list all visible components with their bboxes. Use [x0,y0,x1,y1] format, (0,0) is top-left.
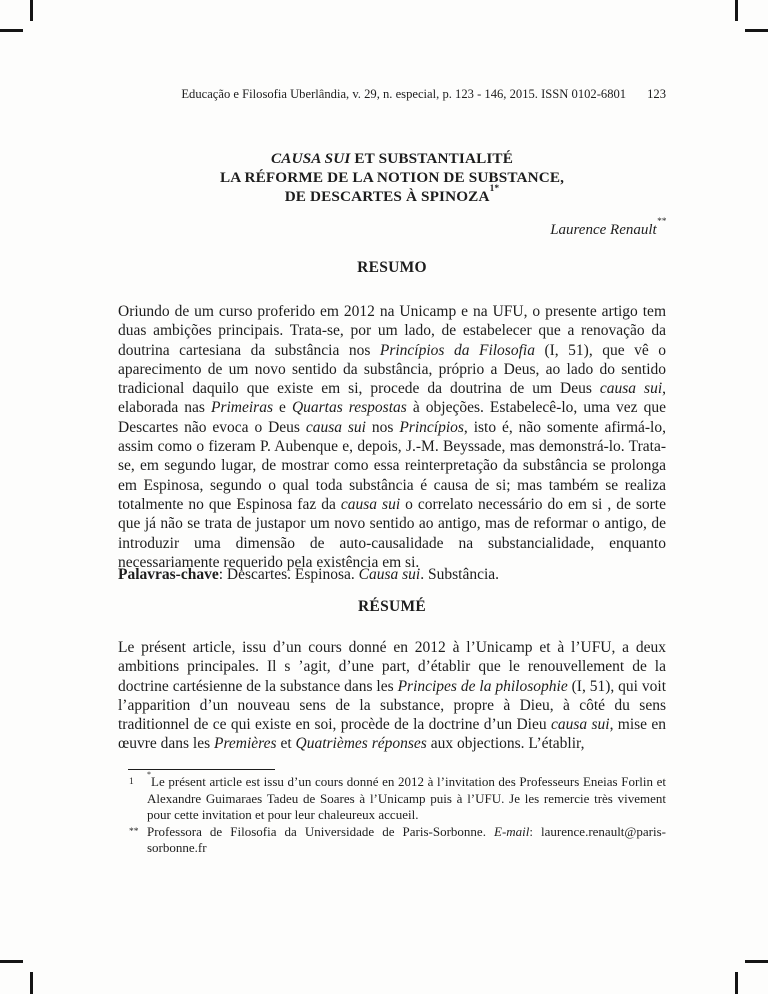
crop-mark-bottom-left-horizontal [0,960,23,963]
resume-heading: RÉSUMÉ [357,598,427,615]
keywords-line: Palavras-chave: Descartes. Espinosa. Causa sui. Substância. [118,566,500,583]
crop-mark-bottom-right-horizontal [745,960,768,963]
crop-mark-top-left-vertical [30,0,33,21]
article-title-line-3: DE DESCARTES À $SPINOZA^{1*}$ [284,183,500,205]
article-page [118,0,666,994]
resumo-abstract: Oriundo de um curso proferido em 2012 na Unicamp e na UFU, o presente artigo tem duas ambições principais. Trata-se, por um lado, de estabelecer que a renovação da doutrina cartesiana da substância nos Princípios da Filosofia (I, 51), que vê o aparecimento de um novo sentido da substância, próprio a Deus, ao lado do sentido tradicional daquilo que existe em si, procede da doutrina de um Deus causa sui, elaborada nas Primeiras e Quartas respostas à objeções. Estabelecê-lo, uma vez que Descartes não evoca o Deus causa sui nos Princípios, isto é, não somente afirmá-lo, assim como o fizeram P. Aubenque e, depois, J.-M. Beyssade, mas demonstrá-lo. Trata-se, em segundo lugar, de mostrar como essa reinterpretação da substância se prolonga em Espinosa, segundo o qual toda substância é causa de si; mas também se realiza totalmente no que Espinosa faz da causa sui o correlato necessário do em si , de sorte que já não se trata de justapor um novo sentido ao antigo, mas de reformar o antigo, de introduzir uma dimensão de auto-causalidade na substancialidade, enquanto necessariamente requerido pela existência em si. [118,303,666,571]
article-title-line-1: CAUSA SUI ET SUBSTANTIALITÉ [271,150,513,167]
footnote-2-marker: ** [129,826,139,837]
footnote-2 [128,824,666,857]
crop-mark-top-right-vertical [735,0,738,21]
footnote-1-text: *Le présent article est issu d’un cours donné en 2012 à l’invitation des Professeurs Eneias Forlin et Alexandre Guimaraes Tadeu de Soares à l’Unicamp puis à l’UFU. Je les remercie très vivement pour cette invitation et pour leur chaleureux accueil. [147,770,666,823]
resumo-heading: RESUMO [357,259,427,276]
crop-mark-bottom-left-vertical [30,972,33,994]
footnote-2-text: Professora de Filosofia da Universidade de Paris-Sorbonne. E-mail: laurence.renault@​paris-sorbonne.fr [147,823,666,856]
article-title [118,149,666,206]
crop-mark-top-left-horizontal [0,29,23,32]
author-byline: Laurence Renault** [550,216,666,238]
footnote-1-marker: 1 [129,777,134,787]
crop-mark-bottom-right-vertical [735,972,738,994]
journal-header [118,87,666,102]
resume-abstract: Le présent article, issu d’un cours donné en 2012 à l’Unicamp et à l’UFU, a deux ambitions principales. Il s ’agit, d’une part, d’établir que le renouvellement de la doctrine cartésienne de la substance dans les Principes de la philosophie (I, 51), qui voit l’apparition d’un nouveau sens de la substance, propre à Dieu, à côté du sens traditionnel de ce qui existe en soi, procède de la doctrine d’un Dieu causa sui, mise en œuvre dans les Premières et Quatrièmes réponses aux objections. L’établir, [118,639,667,753]
crop-mark-top-right-horizontal [745,29,768,32]
footnotes-section [128,770,666,857]
page-number: 123 [647,87,666,101]
journal-citation: Educação e Filosofia Uberlândia, v. 29, n. especial, p. 123 - 146, 2015. ISSN 0102-6801 [181,87,627,101]
article-title-line-2: LA RÉFORME DE LA NOTION DE SUBSTANCE, [219,169,565,186]
footnote-1 [128,770,666,824]
